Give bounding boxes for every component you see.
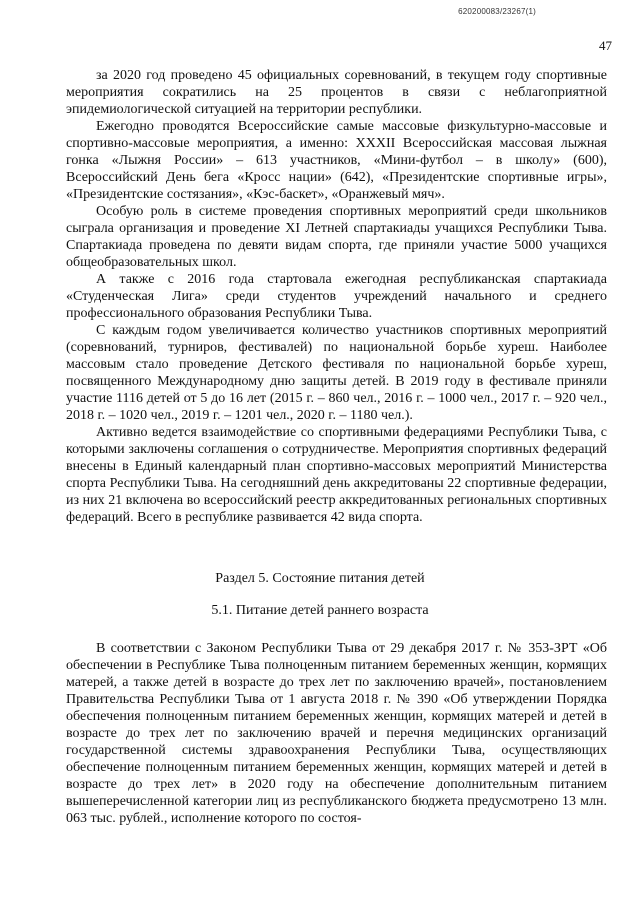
page-number: 47 [599, 38, 612, 53]
paragraph: Особую роль в системе проведения спортивных мероприятий среди школьников сыграла организация и проведение XI Летней спартакиады учащихся Республики Тыва. Спартакиада проведена по девяти видам спорта, где приняли участие 5000 учащихся общеобразовательных школ. [66, 204, 607, 270]
body-text-sports [66, 67, 607, 526]
subsection-title: 5.1. Питание детей раннего возраста [211, 603, 429, 618]
paragraph: за 2020 год проведено 45 официальных соревнований, в текущем году спортивные мероприятия сократились на 25 процентов в связи с неблагоприятной эпидемиологической ситуацией на территории республики. [66, 68, 607, 117]
paragraph: А также с 2016 года стартовала ежегодная республиканская спартакиада «Студенческая Лига» среди студентов учреждений начального и среднего профессионального образования Республики Тыва. [66, 272, 607, 321]
paragraph: Ежегодно проводятся Всероссийские самые массовые физкультурно-массовые и спортивно-массовые мероприятия, а именно: XXXII Всероссийская массовая лыжная гонка «Лыжня России» – 613 участников, «Мини-футбол – в школу» (600), Всероссийский День бега «Кросс нации» (642), «Президентские спортивные игры», «Президентские состязания», «Кэс-баскет», «Оранжевый мяч». [66, 119, 607, 202]
section-title: Раздел 5. Состояние питания детей [215, 571, 425, 586]
paragraph: В соответствии с Законом Республики Тыва от 29 декабря 2017 г. № 353-ЗРТ «Об обеспечении в Республике Тыва полноценным питанием беременных женщин, кормящих матерей, а также детей в возрасте до трех лет по заключению врачей», постановлением Правительства Республики Тыва от 1 августа 2018 г. № 390 «Об утверждении Порядка обеспечения полноценным питанием беременных женщин, кормящих матерей и детей в возрасте до трех лет по заключению врачей и перечня медицинских организаций государственной системы здравоохранения Республики Тыва, осуществляющих обеспечение полноценным питанием беременных женщин, кормящих матерей и детей в возрасте до трех лет» в 2020 году на обеспечение дополнительным питанием вышеперечисленной категории лиц из республиканского бюджета предусмотрено 13 млн. 063 тыс. рублей., исполнение которого по состоя- [66, 641, 607, 826]
paragraph: Активно ведется взаимодействие со спортивными федерациями Республики Тыва, с которыми заключены соглашения о сотрудничестве. Мероприятия спортивных федераций внесены в Единый календарный план спортивно-массовых мероприятий Министерства спорта Республики Тыва. На сегодняшний день аккредитованы 22 спортивные федерации, из них 21 включена во всероссийский реестр аккредитованных региональных спортивных федераций. Всего в республике развивается 42 вида спорта. [66, 425, 607, 525]
paragraph: С каждым годом увеличивается количество участников спортивных мероприятий (соревнований, турниров, фестивалей) по национальной борьбе хуреш. Наиболее массовым стало проведение Детского фестиваля по национальной борьбе хуреш, посвященного Международному дню защиты детей. В 2019 году в фестивале приняли участие 1116 детей от 5 до 16 лет (2015 г. – 860 чел., 2016 г. – 1000 чел., 2017 г. – 920 чел., 2018 г. – 1020 чел., 2019 г. – 1201 чел., 2020 г. – 1180 чел.). [66, 323, 607, 423]
document-id: 620200083/23267(1) [458, 7, 536, 16]
body-text-nutrition [66, 640, 607, 827]
